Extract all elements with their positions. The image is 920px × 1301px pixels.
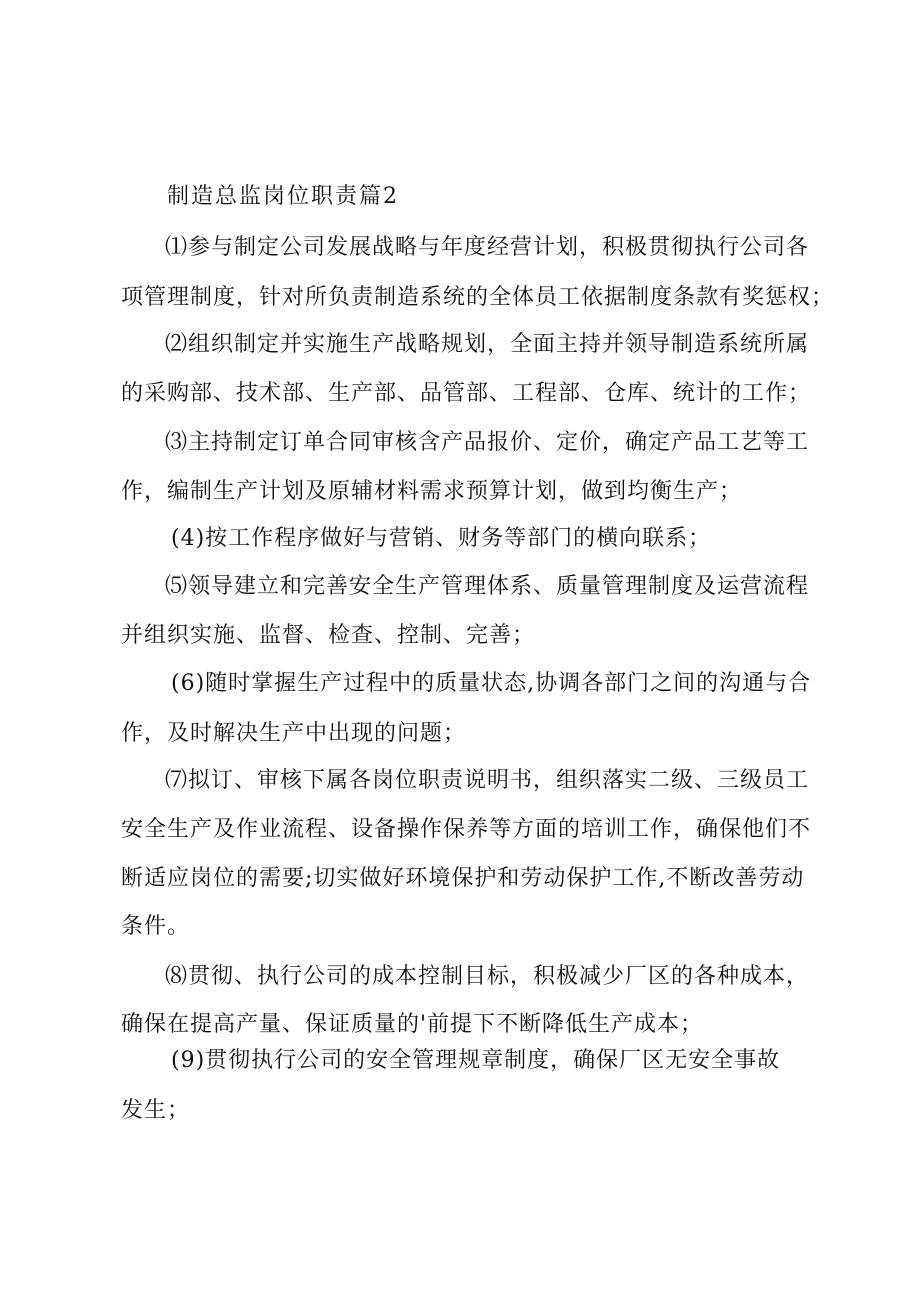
paragraph-2-line-2: 的采购部、技术部、生产部、品管部、工程部、仓库、统计的工作； (121, 381, 812, 406)
document-title: 制造总监岗位职责篇2 (167, 184, 399, 209)
paragraph-3-line-1: ⑶主持制定订单合同审核含产品报价、定价，确定产品工艺等工 (165, 430, 810, 455)
paragraph-1-line-1: ⑴参与制定公司发展战略与年度经营计划，积极贯彻执行公司各 (165, 235, 810, 260)
paragraph-5-line-2: 并组织实施、监督、检查、控制、完善； (121, 623, 536, 648)
paragraph-3-line-2: 作，编制生产计划及原辅材料需求预算计划，做到均衡生产； (121, 479, 743, 504)
paragraph-8-line-1: ⑻贯彻、执行公司的成本控制目标，积极减少厂区的各种成本， (165, 964, 810, 989)
paragraph-9-line-1: (9)贯彻执行公司的安全管理规章制度，确保厂区无安全事故 (171, 1048, 781, 1073)
paragraph-6-line-2: 作，及时解决生产中出现的问题； (121, 721, 467, 746)
paragraph-9-line-2: 发生； (121, 1098, 191, 1123)
paragraph-7-line-2: 安全生产及作业流程、设备操作保养等方面的培训工作，确保他们不 (121, 817, 812, 842)
paragraph-4-line-1: (4)按工作程序做好与营销、财务等部门的横向联系； (171, 526, 712, 551)
paragraph-7-line-1: ⑺拟订、审核下属各岗位职责说明书，组织落实二级、三级员工 (165, 768, 810, 793)
paragraph-8-line-2: 确保在提高产量、保证质量的'前提下不断降低生产成本； (121, 1012, 704, 1037)
paragraph-7-line-3: 断适应岗位的需要;切实做好环境保护和劳动保护工作,不断改善劳动 (121, 866, 805, 891)
paragraph-1-line-2: 项管理制度，针对所负责制造系统的全体员工依据制度条款有奖惩权； (121, 285, 835, 310)
paragraph-6-line-1: (6)随时掌握生产过程中的质量状态,协调各部门之间的沟通与合 (171, 671, 812, 696)
paragraph-2-line-1: ⑵组织制定并实施生产战略规划，全面主持并领导制造系统所属 (165, 332, 810, 357)
paragraph-5-line-1: ⑸领导建立和完善安全生产管理体系、质量管理制度及运营流程 (165, 574, 810, 599)
paragraph-7-line-4: 条件。 (121, 914, 191, 939)
